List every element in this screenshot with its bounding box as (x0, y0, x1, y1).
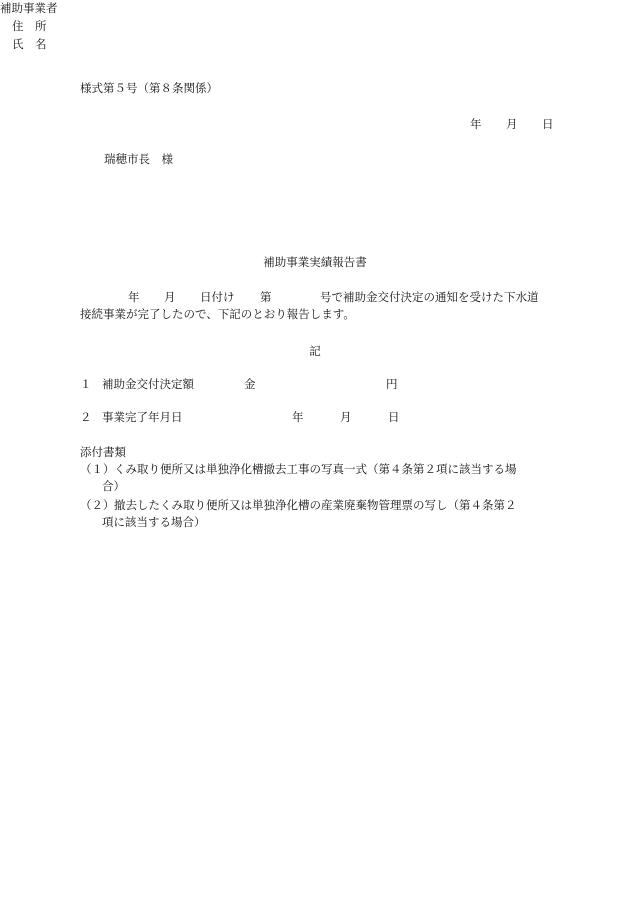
item-label: 事業完了年月日 (102, 410, 183, 424)
body-year: 年 (128, 290, 140, 304)
completion-day: 日 (388, 410, 400, 424)
amount-unit: 円 (386, 377, 398, 391)
body-dated: 日付け (200, 290, 235, 304)
attachment-text-line-1: くみ取り便所又は単独浄化槽撤去工事の写真一式（第４条第２項に該当する場 (114, 462, 517, 476)
date-year-label: 年 (470, 117, 482, 131)
applicant-address-label: 住 所 (12, 19, 47, 33)
addressee: 瑞穂市長 様 (104, 152, 173, 166)
attachments-heading: 添付書類 (80, 445, 126, 459)
date-day-label: 日 (542, 117, 554, 131)
body-month: 月 (164, 290, 176, 304)
completion-month: 月 (340, 410, 352, 424)
date-month-label: 月 (506, 117, 518, 131)
attachment-number: （１） (80, 462, 115, 476)
attachment-text-line-2: 合） (102, 479, 125, 493)
body-text-line-2: 接続事業が完了したので、下記のとおり報告します。 (80, 307, 355, 321)
item-number: ２ (80, 410, 92, 424)
amount-prefix: 金 (244, 377, 256, 391)
item-label: 補助金交付決定額 (102, 377, 194, 391)
attachment-text-line-1: 撤去したくみ取り便所又は単独浄化槽の産業廃棄物管理票の写し（第４条第２ (114, 498, 517, 512)
attachment-text-line-2: 項に該当する場合） (102, 515, 206, 529)
attachment-number: （２） (80, 498, 115, 512)
ki-heading: 記 (309, 344, 321, 358)
item-number: １ (80, 377, 92, 391)
applicant-name-label: 氏 名 (12, 37, 47, 51)
applicant-role: 補助事業者 (0, 1, 58, 15)
body-number-prefix: 第 (260, 290, 272, 304)
form-number: 様式第５号（第８条関係） (80, 81, 218, 95)
body-line1-rest: 号で補助金交付決定の通知を受けた下水道 (320, 290, 539, 304)
report-title: 補助事業実績報告書 (263, 255, 367, 269)
completion-year: 年 (292, 410, 304, 424)
